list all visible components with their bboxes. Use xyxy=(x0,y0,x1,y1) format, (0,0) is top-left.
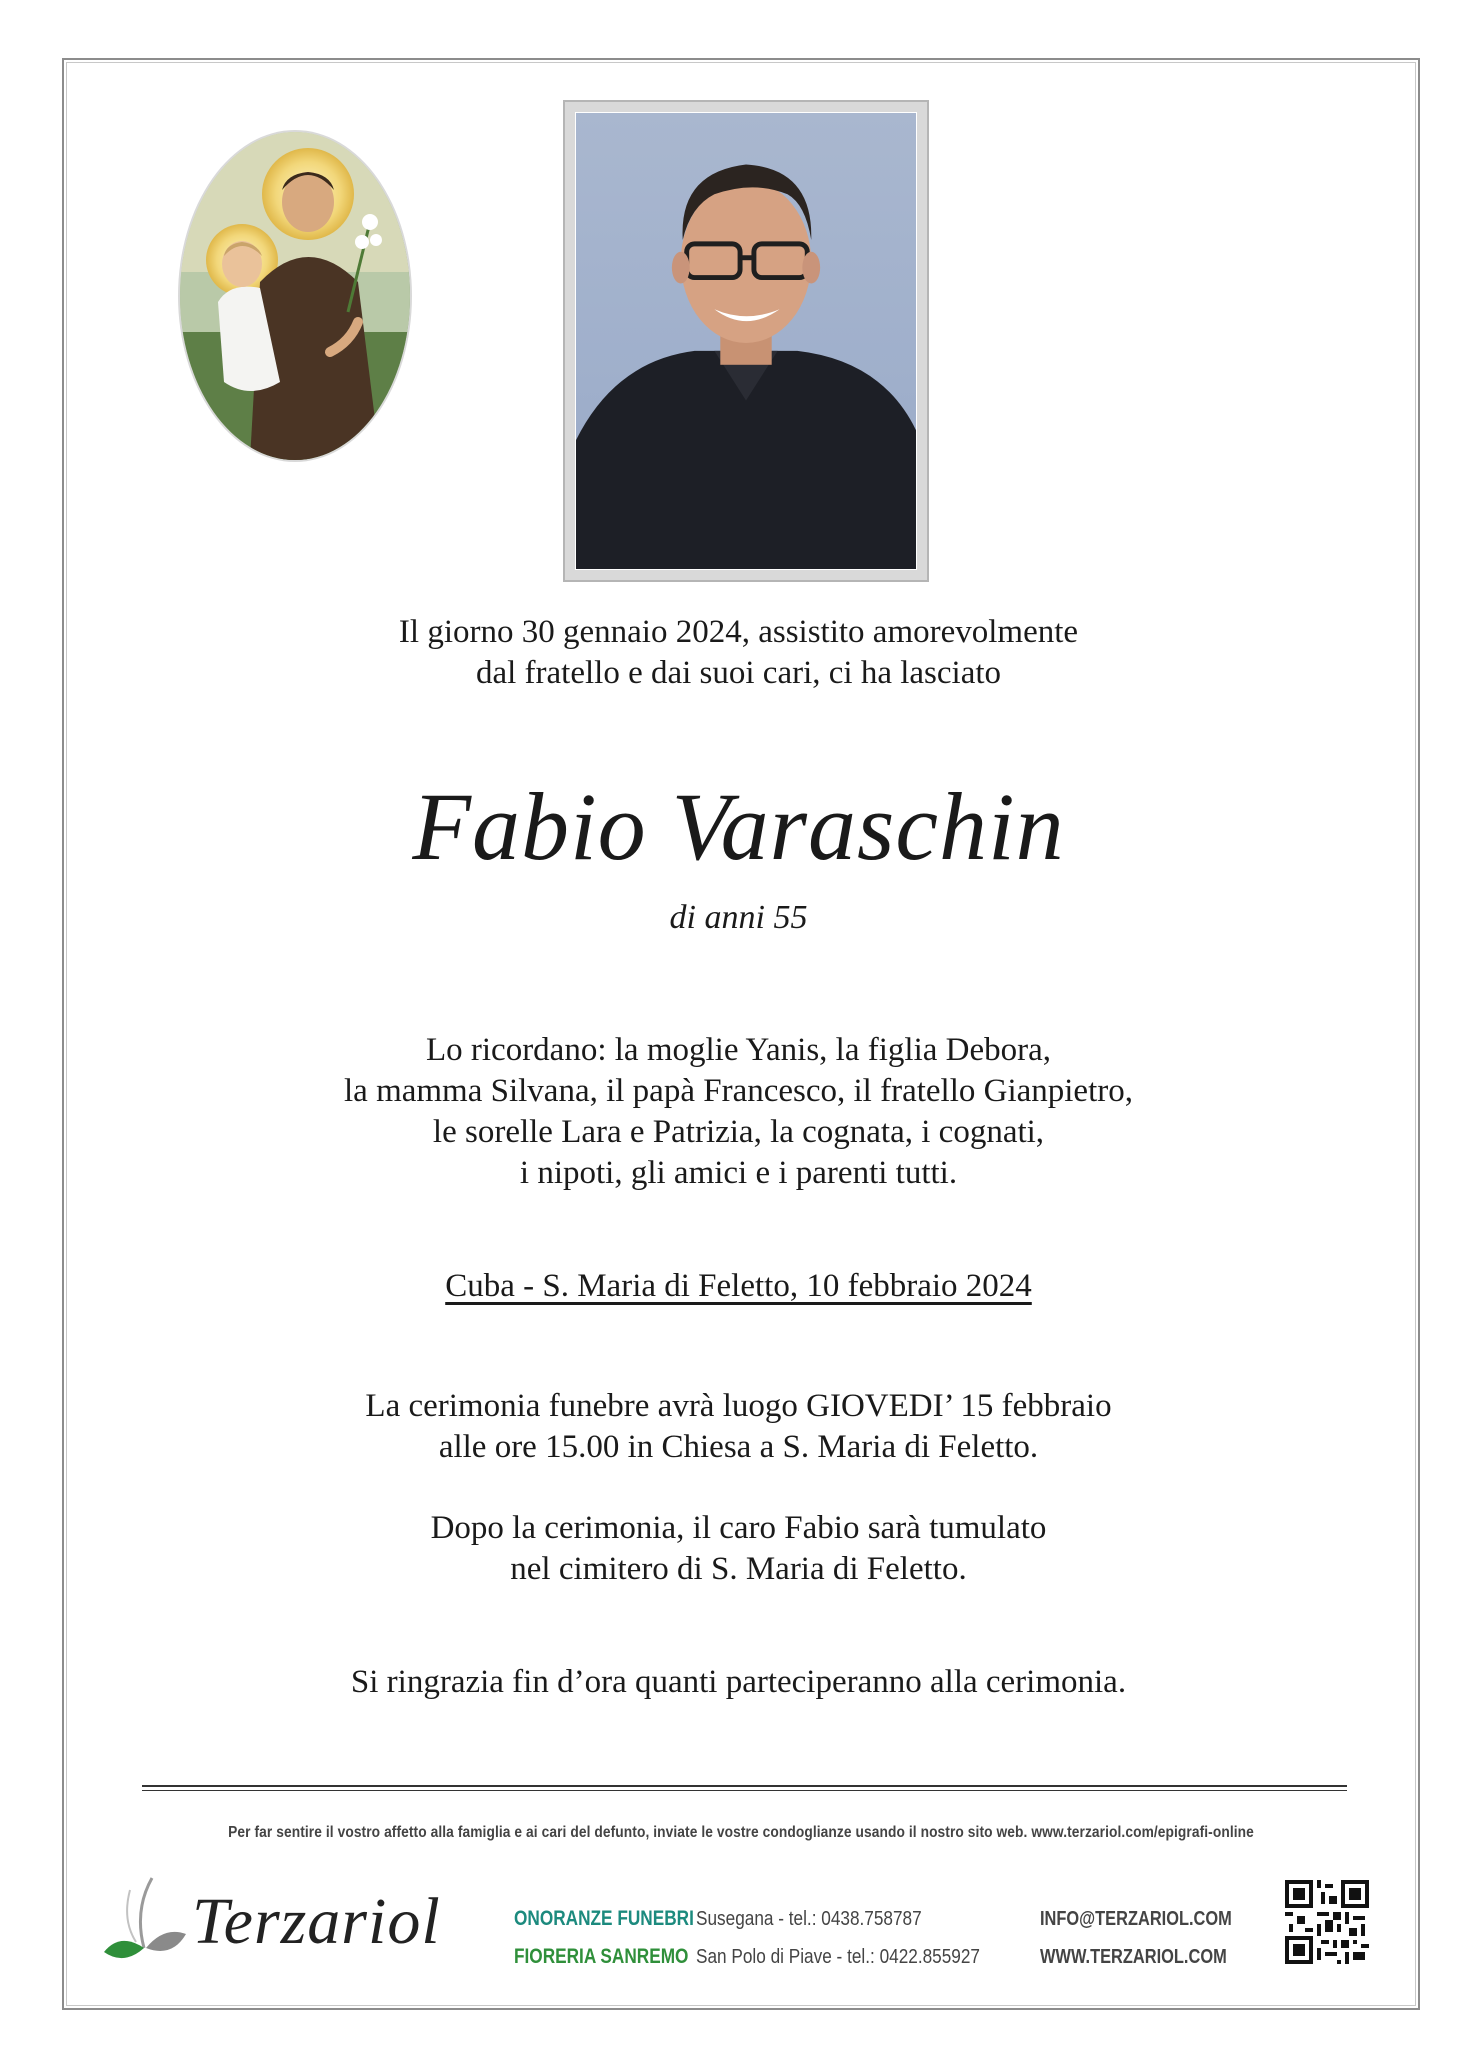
burial-info xyxy=(0,1508,1477,1590)
contacts-column xyxy=(1040,1900,1232,1976)
service-fioreria: FIORERIA SANREMO xyxy=(514,1945,689,1968)
qr-code[interactable] xyxy=(1285,1880,1369,1964)
ceremony-line: alle ore 15.00 in Chiesa a S. Maria di Feletto. xyxy=(438,1429,1039,1465)
mourners-line: le sorelle Lara e Patrizia, la cognata, i cognati, xyxy=(432,1114,1045,1150)
burial-line: Dopo la cerimonia, il caro Fabio sarà tumulato xyxy=(430,1510,1047,1546)
address-susegana: Susegana - tel.: 0438.758787 xyxy=(696,1908,922,1930)
footer-divider xyxy=(142,1785,1347,1787)
deceased-age: di anni 55 xyxy=(669,899,808,936)
portrait-photo xyxy=(575,112,917,570)
intro-text xyxy=(0,612,1477,694)
qr-code-icon xyxy=(1285,1880,1369,1964)
ceremony-line: La cerimonia funebre avrà luogo GIOVEDI’ 15 febbraio xyxy=(365,1388,1112,1424)
service-onoranze: ONORANZE FUNEBRI xyxy=(514,1907,694,1930)
place-date xyxy=(0,1266,1477,1306)
burial-line: nel cimitero di S. Maria di Feletto. xyxy=(510,1551,967,1587)
terzariol-logo xyxy=(100,1870,500,1980)
mourners-line: la mamma Silvana, il papà Francesco, il fratello Gianpietro, xyxy=(344,1073,1133,1109)
mourners-line: i nipoti, gli amici e i parenti tutti. xyxy=(519,1155,958,1191)
footer-divider-thin xyxy=(142,1790,1347,1791)
saint-anthony-image xyxy=(180,132,410,460)
website-link[interactable]: WWW.TERZARIOL.COM xyxy=(1040,1946,1227,1968)
intro-line-1: Il giorno 30 gennaio 2024, assistito amorevolmente xyxy=(398,614,1079,650)
place-date-text: Cuba - S. Maria di Feletto, 10 febbraio 2024 xyxy=(445,1268,1032,1304)
logo-wordmark: Terzariol xyxy=(192,1885,441,1958)
mourners-line: Lo ricordano: la moglie Yanis, la figlia Debora, xyxy=(425,1032,1052,1068)
leaf-logo-icon xyxy=(100,1870,190,1980)
mourners-list xyxy=(0,1030,1477,1194)
address-san-polo: San Polo di Piave - tel.: 0422.855927 xyxy=(696,1946,981,1968)
ceremony-info xyxy=(0,1386,1477,1468)
services-column xyxy=(514,1900,694,1976)
deceased-name: Fabio Varaschin xyxy=(412,773,1065,880)
thanks-text: Si ringrazia fin d’ora quanti parteciperanno alla cerimonia. xyxy=(350,1664,1127,1700)
condolences-note: Per far sentire il vostro affetto alla famiglia e ai cari del defunto, inviate le vostre condoglianze usando il nostro sito web. www.terzariol.com/epigrafi-online xyxy=(228,1824,1254,1841)
person-portrait-icon xyxy=(576,113,916,569)
portrait-frame xyxy=(563,100,929,582)
email-link[interactable]: INFO@TERZARIOL.COM xyxy=(1040,1908,1232,1930)
saint-illustration-icon xyxy=(180,132,410,460)
intro-line-2: dal fratello e dai suoi cari, ci ha lasciato xyxy=(475,655,1002,691)
addresses-column xyxy=(696,1900,980,1976)
